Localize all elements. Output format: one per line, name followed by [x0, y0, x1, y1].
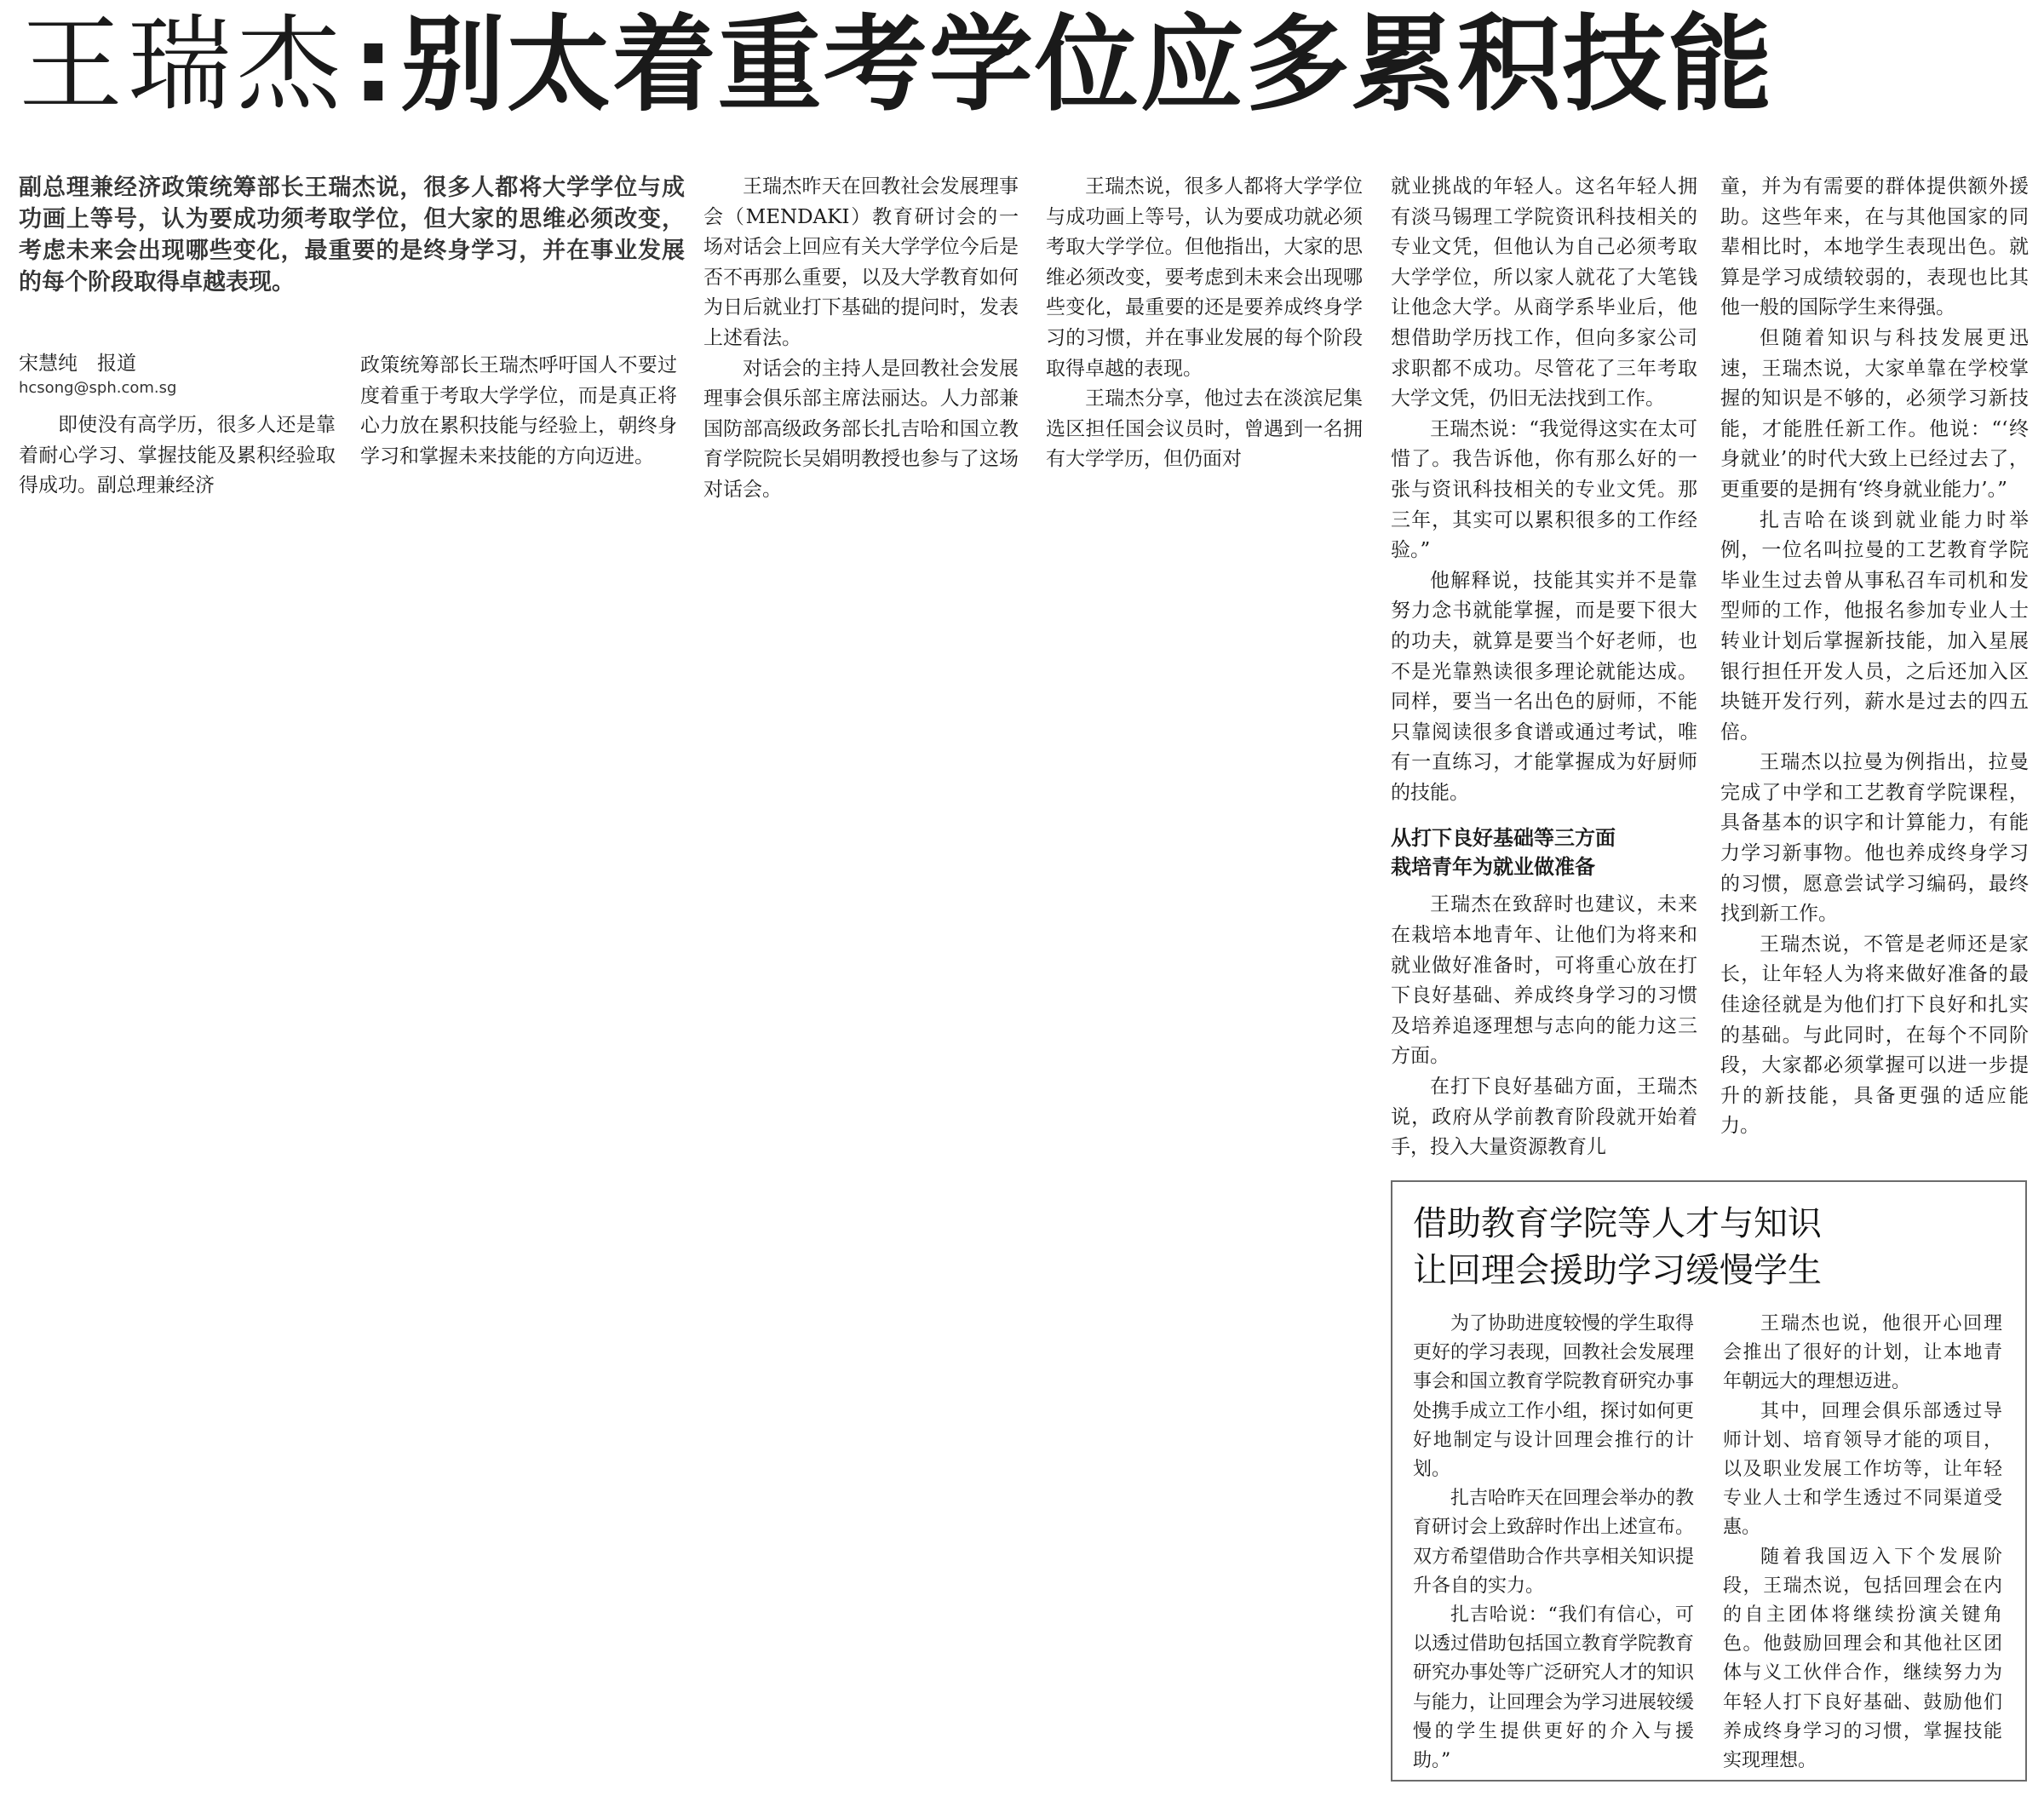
paragraph: 为了协助进度较慢的学生取得更好的学习表现，回教社会发展理事会和国立教育学院教育研究办事处携手成立工作小组，探讨如何更好地制定与设计回理会推行的计划。	[1413, 1313, 1695, 1481]
paragraph: 王瑞杰以拉曼为例指出，拉曼完成了中学和工艺教育学院课程，具备基本的识字和计算能力，有能力学习新事物。他也养成终身学习的习惯，愿意尝试学习编码，最终找到新工作。	[1720, 751, 2029, 926]
sidebar-column-2	[1723, 1310, 2002, 1776]
paragraph: 扎吉哈昨天在回理会举办的教育研讨会上致辞时作出上述宣布。双方希望借助合作共享相关知识提升各自的实力。	[1413, 1488, 1695, 1597]
article-column-1	[19, 410, 336, 502]
paragraph: 政策统筹部长王瑞杰呼吁国人不要过度着重于考取大学学位，而是真正将心力放在累积技能与经验上，朝终身学习和掌握未来技能的方向迈进。	[360, 354, 677, 468]
subhead-line-2: 栽培青年为就业做准备	[1391, 855, 1595, 880]
paragraph: 王瑞杰说，很多人都将大学学位与成功画上等号，认为要成功就必须考取大学学位。但他指出，大家的思维必须改变，要考虑到未来会出现哪些变化，最重要的还是要养成终身学习的习惯，并在事业发展的每个阶段取得卓越的表现。	[1046, 175, 1363, 380]
paragraph: 王瑞杰也说，他很开心回理会推出了很好的计划，让本地青年朝远大的理想迈进。	[1723, 1313, 2002, 1393]
headline-main: 别太着重考学位应多累积技能	[400, 4, 1774, 125]
headline-name: 王瑞杰	[19, 4, 346, 125]
sidebar-title	[1413, 1201, 2009, 1294]
lede-paragraph: 副总理兼经济政策统筹部长王瑞杰说，很多人都将大学学位与成功画上等号，认为要成功须考取学位，但大家的思维必须改变，考虑未来会出现哪些变化，最重要的是终身学习，并在事业发展的每个阶段取得卓越表现。	[19, 175, 685, 296]
paragraph: 王瑞杰昨天在回教社会发展理事会（MENDAKI）教育研讨会的一场对话会上回应有关大学学位今后是否不再那么重要，以及大学教育如何为日后就业打下基础的提问时，发表上述看法。	[703, 175, 1019, 349]
paragraph: 他解释说，技能其实并不是靠努力念书就能掌握，而是要下很大的功夫，就算是要当个好老师，也不是光靠熟读很多理论就能达成。同样，要当一名出色的厨师，不能只靠阅读很多食谱或通过考试，唯有一直练习，才能掌握成为好厨师的技能。	[1391, 569, 1697, 804]
sidebar-column-1	[1413, 1310, 1694, 1776]
paragraph: 童，并为有需要的群体提供额外援助。这些年来，在与其他国家的同辈相比时，本地学生表现出色。就算是学习成绩较弱的，表现也比其他一般的国际学生来得强。	[1720, 175, 2029, 319]
paragraph: 王瑞杰分享，他过去在淡滨尼集选区担任国会议员时，曾遇到一名拥有大学学历，但仍面对	[1046, 387, 1363, 471]
paragraph: 对话会的主持人是回教社会发展理事会俱乐部主席法丽达。人力部兼国防部高级政务部长扎吉哈和国立教育学院院长吴娟明教授也参与了这场对话会。	[703, 357, 1019, 501]
article-column-2	[360, 351, 677, 472]
article-column-3	[703, 172, 1019, 506]
article-column-4	[1046, 172, 1363, 475]
paragraph: 但随着知识与科技发展更迅速，王瑞杰说，大家单靠在学校掌握的知识是不够的，必须学习新技能，才能胜任新工作。他说：“‘终身就业’的时代大致上已经过去了，更重要的是拥有‘终身就业能力’。”	[1720, 326, 2029, 501]
headline-colon: :	[353, 4, 394, 125]
sidebar-title-line-2: 让回理会援助学习缓慢学生	[1413, 1251, 1822, 1290]
headline	[19, 5, 2029, 124]
byline-author: 宋慧纯 报道	[19, 353, 136, 375]
paragraph: 在打下良好基础方面，王瑞杰说，政府从学前教育阶段就开始着手，投入大量资源教育儿	[1391, 1076, 1697, 1159]
paragraph: 王瑞杰说，不管是老师还是家长，让年轻人为将来做好准备的最佳途径就是为他们打下良好和扎实的基础。与此同时，在每个不同阶段，大家都必须掌握可以进一步提升的新技能，具备更强的适应能力。	[1720, 932, 2029, 1138]
article-column-5	[1391, 172, 1697, 1163]
paragraph: 其中，回理会俱乐部透过导师计划、培育领导才能的项目，以及职业发展工作坊等，让年轻专业人士和学生透过不同渠道受惠。	[1723, 1400, 2002, 1539]
section-subhead	[1391, 823, 1697, 881]
paragraph: 随着我国迈入下个发展阶段，王瑞杰说，包括回理会在内的自主团体将继续扮演关键角色。他鼓励回理会和其他社区团体与义工伙伴合作，继续努力为年轻人打下良好基础、鼓励他们养成终身学习的习惯，掌握技能实现理想。	[1723, 1546, 2002, 1772]
subhead-line-1: 从打下良好基础等三方面	[1391, 826, 1616, 851]
sidebar-title-line-1: 借助教育学院等人才与知识	[1413, 1204, 1822, 1243]
article-column-6	[1720, 172, 2029, 1142]
paragraph: 扎吉哈说：“我们有信心，可以透过借助包括国立教育学院教育研究办事处等广泛研究人才的知识与能力，让回理会为学习进展较缓慢的学生提供更好的介入与援助。”	[1413, 1604, 1695, 1772]
paragraph: 即使没有高学历，很多人还是靠着耐心学习、掌握技能及累积经验取得成功。副总理兼经济	[19, 414, 336, 497]
byline-email: hcsong@sph.com.sg	[19, 379, 177, 397]
sidebar-box	[1391, 1180, 2027, 1782]
paragraph: 扎吉哈在谈到就业能力时举例，一位名叫拉曼的工艺教育学院毕业生过去曾从事私召车司机和发型师的工作，他报名参加专业人士转业计划后掌握新技能，加入星展银行担任开发人员，之后还加入区块链开发行列，薪水是过去的四五倍。	[1720, 508, 2029, 743]
paragraph: 王瑞杰在致辞时也建议，未来在栽培本地青年、让他们为将来和就业做好准备时，可将重心放在打下良好基础、养成终身学习的习惯及培养追逐理想与志向的能力这三方面。	[1391, 893, 1697, 1068]
paragraph: 就业挑战的年轻人。这名年轻人拥有淡马锡理工学院资讯科技相关的专业文凭，但他认为自己必须考取大学学位，所以家人就花了大笔钱让他念大学。从商学系毕业后，他想借助学历找工作，但向多家公司求职都不成功。尽管花了三年考取大学文凭，仍旧无法找到工作。	[1391, 175, 1697, 410]
paragraph: 王瑞杰说：“我觉得这实在太可惜了。我告诉他，你有那么好的一张与资讯科技相关的专业文凭。那三年，其实可以累积很多的工作经验。”	[1391, 417, 1697, 562]
